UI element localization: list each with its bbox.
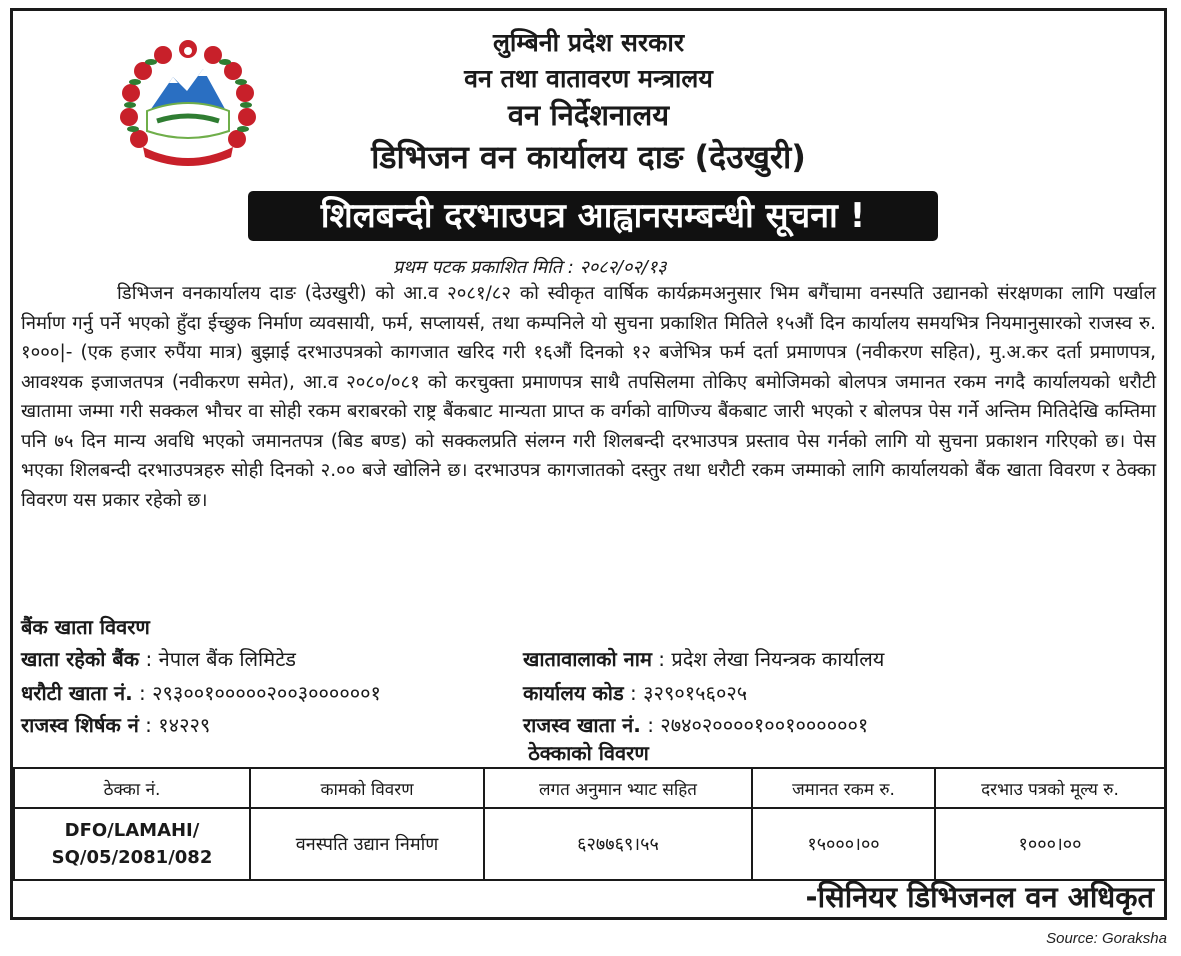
signatory-title: -सिनियर डिभिजनल वन अधिकृत (805, 880, 1154, 914)
contract-no-line1: DFO/LAMAHI/ (64, 820, 200, 841)
security-amount-cell: १५०००।०० (752, 808, 935, 880)
deposit-account-label: धरौटी खाता नं. (21, 681, 133, 705)
header-form-price: दरभाउ पत्रको मूल्य रु. (935, 768, 1165, 808)
contract-details-heading: ठेक्काको विवरण (528, 741, 649, 765)
revenue-head-value: : १४२२९ (138, 713, 211, 737)
header-security-amount: जमानत रकम रु. (752, 768, 935, 808)
account-holder-label: खातावालाको नाम (523, 647, 652, 671)
bank-name-label: खाता रहेको बैंक (21, 647, 140, 671)
ministry-name: वन तथा वातावरण मन्त्रालय (464, 64, 713, 93)
bank-name-value: : नेपाल बैंक लिमिटेड (139, 647, 296, 671)
contract-table (13, 767, 1166, 881)
header-work-description: कामको विवरण (250, 768, 484, 808)
cost-estimate-cell: ६२७७६९।५५ (484, 808, 752, 880)
revenue-account-label: राजस्व खाता नं. (523, 713, 641, 737)
contract-no-cell (14, 808, 250, 880)
directorate-name: वन निर्देशनालय (507, 98, 670, 132)
first-publish-date: प्रथम पटक प्रकाशित मिति : २०८२/०२/१३ (393, 257, 667, 278)
table-row (14, 808, 1165, 880)
header-cost-estimate: लगत अनुमान भ्याट सहित (484, 768, 752, 808)
notice-title: शिलबन्दी दरभाउपत्र आह्वानसम्बन्धी सूचना ! (248, 191, 938, 241)
office-code-label: कार्यालय कोड (523, 681, 624, 705)
account-holder-row (523, 645, 884, 672)
revenue-head-row (21, 711, 210, 738)
revenue-head-label: राजस्व शिर्षक नं (21, 713, 139, 737)
government-name: लुम्बिनी प्रदेश सरकार (492, 28, 685, 57)
deposit-account-value: : २९३००१०००००२००३००००००१ (132, 681, 381, 705)
notice-frame (10, 8, 1167, 920)
work-description-cell: वनस्पति उद्यान निर्माण (250, 808, 484, 880)
account-holder-value: : प्रदेश लेखा नियन्त्रक कार्यालय (651, 647, 885, 671)
bank-details-heading: बैंक खाता विवरण (21, 615, 150, 639)
office-name: डिभिजन वन कार्यालय दाङ (देउखुरी) (371, 138, 806, 176)
bank-name-row (21, 645, 296, 672)
office-code-value: : ३२९०१५६०२५ (623, 681, 748, 705)
revenue-account-row (523, 711, 868, 738)
contract-no-line2: SQ/05/2081/082 (51, 847, 213, 868)
deposit-account-row (21, 679, 381, 706)
source-credit: Source: Goraksha (1046, 930, 1167, 947)
form-price-cell: १०००।०० (935, 808, 1165, 880)
header-contract-no: ठेक्का नं. (14, 768, 250, 808)
notice-body: डिभिजन वनकार्यालय दाङ (देउखुरी) को आ.व २०८१/८२ को स्वीकृत वार्षिक कार्यक्रमअनुसार भिम बगैंचामा वनस्पति उद्यानको संरक्षणका लागि पर्खाल निर्माण गर्नु पर्ने भएको हुँदा ईच्छुक निर्माण व्यवसायी, फर्म, सप्लायर्स, तथा कम्पनिले यो सुचना प्रकाशित मितिले १५औं दिन कार्यालय समयभित्र नियमानुसारको राजस्व रु. १०००|- (एक हजार रुपैंया मात्र) बुझाई दरभाउपत्रको कागजात खरिद गरी १६औं दिनको १२ बजेभित्र फर्म दर्ता प्रमाणपत्र (नवीकरण सहित), मु.अ.कर दर्ता प्रमाणपत्र, आवश्यक इजाजतपत्र (नवीकरण समेत), आ.व २०८०/०८१ को करचुक्ता प्रमाणपत्र साथै तपसिलमा तोकिए बमोजिमको बोलपत्र जमानत रकम नगदै कार्यालयको धरौटी खातामा जम्मा गरी सक्कल भौचर वा सोही रकम बराबरको राष्ट्र बैंकबाट मान्यता प्राप्त क वर्गको वाणिज्य बैंकबाट जारी भएको र बोलपत्र पेस गर्ने अन्तिम मितिदेखि कम्तिमा पनि ७५ दिन मान्य अवधि भएको जमानतपत्र (बिड बण्ड) को सक्कलप्रति संलग्न गरी शिलबन्दी दरभाउपत्र प्रस्ताव पेस गर्नको लागि यो सुचना प्रकाशन गरिएको छ। पेस भएका शिलबन्दी दरभाउपत्रहरु सोही दिनको २.०० बजे खोलिने छ। दरभाउपत्र कागजातको दस्तुर तथा धरौटी रकम जम्माको लागि कार्यालयको बैंक खाता विवरण र ठेक्का विवरण यस प्रकार रहेको छ। (21, 283, 1156, 511)
revenue-account-value: : २७४०२००००१००१००००००१ (640, 713, 869, 737)
office-code-row (523, 679, 747, 706)
contract-table-header (14, 768, 1165, 808)
